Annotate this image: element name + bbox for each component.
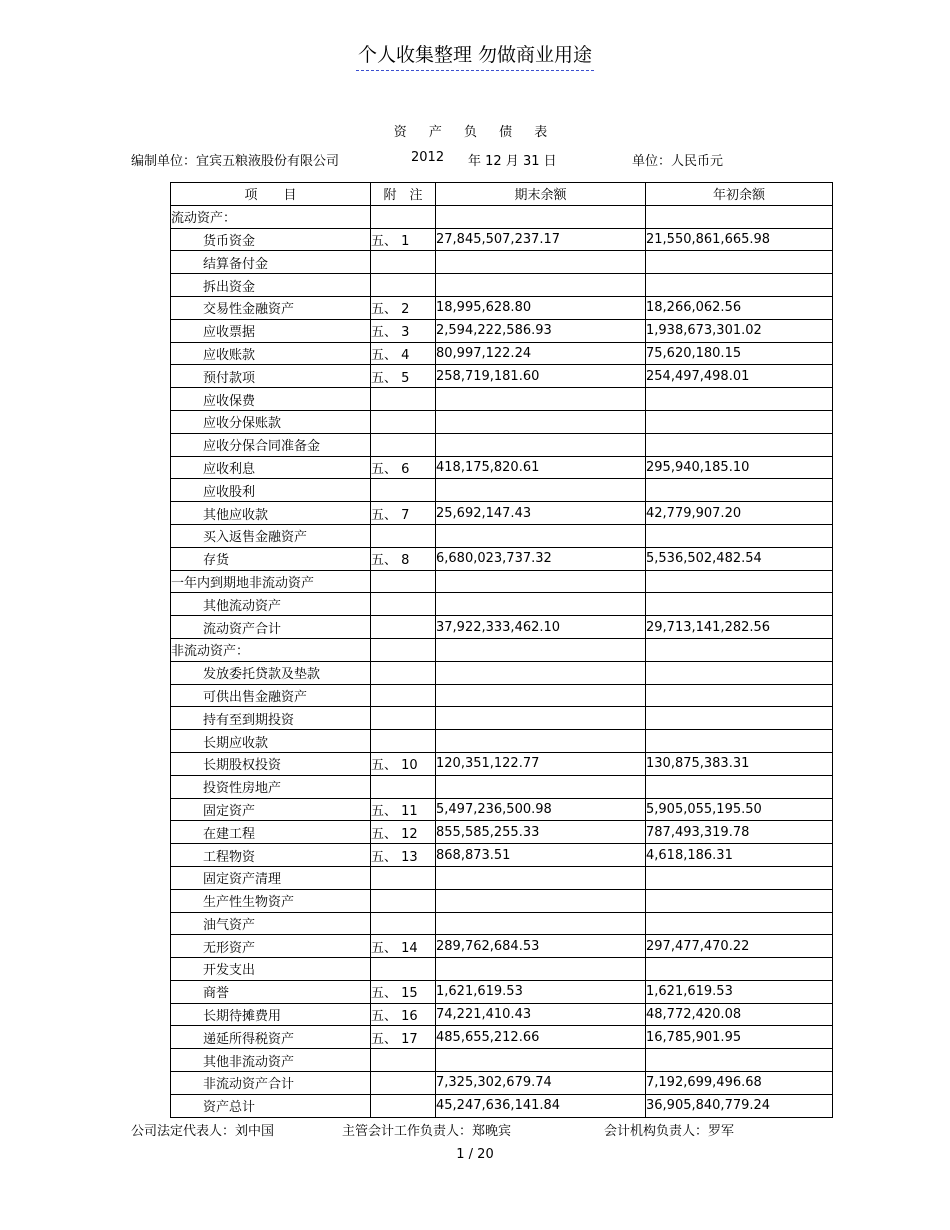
row-item-cell: 其他流动资产 [171, 593, 371, 616]
row-item-cell: 非流动资产合计 [171, 1072, 371, 1095]
row-item-cell: 存货 [171, 547, 371, 570]
row-year-begin-cell [646, 707, 833, 730]
row-note-cell [371, 775, 436, 798]
row-item-cell: 应收保费 [171, 388, 371, 411]
page-number: 1 / 20 [456, 1147, 494, 1162]
row-item-cell: 其他应收款 [171, 502, 371, 525]
row-period-end-cell: 80,997,122.24 [436, 342, 646, 365]
row-year-begin-cell [646, 570, 833, 593]
row-year-begin-cell [646, 251, 833, 274]
table-row [171, 775, 833, 798]
row-note-cell [371, 410, 436, 433]
table-row [171, 616, 833, 639]
row-year-begin-cell [646, 388, 833, 411]
table-row [171, 1026, 833, 1049]
row-period-end-cell: 120,351,122.77 [436, 752, 646, 775]
row-period-end-cell: 289,762,684.53 [436, 935, 646, 958]
row-note-cell: 五、 7 [371, 502, 436, 525]
table-row [171, 296, 833, 319]
row-note-cell: 五、 4 [371, 342, 436, 365]
row-year-begin-cell [646, 958, 833, 981]
row-period-end-cell [436, 707, 646, 730]
row-year-begin-cell [646, 684, 833, 707]
row-note-cell: 五、 14 [371, 935, 436, 958]
row-year-begin-cell: 297,477,470.22 [646, 935, 833, 958]
row-year-begin-cell [646, 866, 833, 889]
row-period-end-cell [436, 889, 646, 912]
row-note-cell [371, 433, 436, 456]
report-year: 2012 [411, 150, 445, 165]
row-year-begin-cell [646, 410, 833, 433]
table-row [171, 228, 833, 251]
row-year-begin-cell [646, 1049, 833, 1072]
row-period-end-cell [436, 730, 646, 753]
table-row [171, 844, 833, 867]
row-item-cell: 应收分保合同准备金 [171, 433, 371, 456]
row-note-cell [371, 205, 436, 228]
row-period-end-cell [436, 958, 646, 981]
row-note-cell [371, 524, 436, 547]
legal-representative: 公司法定代表人：刘中国 [131, 1124, 275, 1139]
table-row [171, 1003, 833, 1026]
row-year-begin-cell [646, 730, 833, 753]
row-note-cell [371, 1072, 436, 1095]
row-period-end-cell [436, 251, 646, 274]
row-year-begin-cell [646, 912, 833, 935]
row-item-cell: 应收股利 [171, 479, 371, 502]
row-period-end-cell: 74,221,410.43 [436, 1003, 646, 1026]
row-year-begin-cell: 5,536,502,482.54 [646, 547, 833, 570]
row-item-cell: 商誉 [171, 980, 371, 1003]
table-row [171, 935, 833, 958]
row-note-cell [371, 958, 436, 981]
watermark-text: 个人收集整理 勿做商业用途 [356, 40, 594, 71]
table-row [171, 593, 833, 616]
table-row [171, 524, 833, 547]
row-period-end-cell [436, 274, 646, 297]
table-row [171, 1049, 833, 1072]
row-item-cell: 流动资产合计 [171, 616, 371, 639]
row-period-end-cell: 258,719,181.60 [436, 365, 646, 388]
table-row [171, 502, 833, 525]
table-row [171, 798, 833, 821]
row-year-begin-cell: 130,875,383.31 [646, 752, 833, 775]
row-item-cell: 预付款项 [171, 365, 371, 388]
row-note-cell: 五、 10 [371, 752, 436, 775]
row-note-cell [371, 1094, 436, 1117]
row-item-cell: 长期股权投资 [171, 752, 371, 775]
row-period-end-cell: 6,680,023,737.32 [436, 547, 646, 570]
table-row [171, 889, 833, 912]
currency-unit: 单位：人民币元 [632, 154, 724, 169]
row-item-cell: 应收利息 [171, 456, 371, 479]
balance-sheet-table [170, 182, 833, 1118]
row-year-begin-cell: 29,713,141,282.56 [646, 616, 833, 639]
row-period-end-cell: 1,621,619.53 [436, 980, 646, 1003]
row-note-cell [371, 912, 436, 935]
row-year-begin-cell: 4,618,186.31 [646, 844, 833, 867]
row-item-cell: 油气资产 [171, 912, 371, 935]
row-period-end-cell: 25,692,147.43 [436, 502, 646, 525]
row-year-begin-cell: 21,550,861,665.98 [646, 228, 833, 251]
row-item-cell: 发放委托贷款及垫款 [171, 661, 371, 684]
row-item-cell: 拆出资金 [171, 274, 371, 297]
col-header-year-begin: 年初余额 [646, 183, 833, 206]
row-period-end-cell: 18,995,628.80 [436, 296, 646, 319]
row-period-end-cell [436, 433, 646, 456]
row-note-cell: 五、 16 [371, 1003, 436, 1026]
table-header-row [171, 183, 833, 206]
col-header-note: 附 注 [371, 183, 436, 206]
table-row [171, 1094, 833, 1117]
row-year-begin-cell: 36,905,840,779.24 [646, 1094, 833, 1117]
row-note-cell [371, 889, 436, 912]
row-year-begin-cell: 16,785,901.95 [646, 1026, 833, 1049]
accounting-head: 主管会计工作负责人：郑晚宾 [342, 1124, 512, 1139]
row-note-cell [371, 684, 436, 707]
row-year-begin-cell: 7,192,699,496.68 [646, 1072, 833, 1095]
row-period-end-cell [436, 479, 646, 502]
row-year-begin-cell [646, 775, 833, 798]
row-year-begin-cell: 42,779,907.20 [646, 502, 833, 525]
row-item-cell: 其他非流动资产 [171, 1049, 371, 1072]
table-row [171, 958, 833, 981]
table-row [171, 547, 833, 570]
row-year-begin-cell [646, 593, 833, 616]
row-note-cell [371, 570, 436, 593]
page-title: 资 产 负 债 表 [393, 125, 557, 140]
row-item-cell: 开发支出 [171, 958, 371, 981]
row-item-cell: 固定资产清理 [171, 866, 371, 889]
row-year-begin-cell: 787,493,319.78 [646, 821, 833, 844]
row-note-cell [371, 251, 436, 274]
row-item-cell: 结算备付金 [171, 251, 371, 274]
col-header-period-end: 期末余额 [436, 183, 646, 206]
row-note-cell [371, 616, 436, 639]
row-item-cell: 应收分保账款 [171, 410, 371, 433]
row-item-cell: 持有至到期投资 [171, 707, 371, 730]
table-row [171, 410, 833, 433]
row-item-cell: 投资性房地产 [171, 775, 371, 798]
table-row [171, 752, 833, 775]
table-row [171, 205, 833, 228]
row-period-end-cell [436, 866, 646, 889]
row-year-begin-cell: 48,772,420.08 [646, 1003, 833, 1026]
row-item-cell: 无形资产 [171, 935, 371, 958]
table-row [171, 365, 833, 388]
row-item-cell: 工程物资 [171, 844, 371, 867]
table-row [171, 456, 833, 479]
row-item-cell: 固定资产 [171, 798, 371, 821]
row-note-cell: 五、 3 [371, 319, 436, 342]
row-year-begin-cell: 1,621,619.53 [646, 980, 833, 1003]
watermark [0, 40, 950, 71]
col-header-item: 项 目 [171, 183, 371, 206]
row-note-cell: 五、 17 [371, 1026, 436, 1049]
table-row [171, 661, 833, 684]
row-period-end-cell [436, 388, 646, 411]
row-year-begin-cell [646, 433, 833, 456]
row-note-cell: 五、 8 [371, 547, 436, 570]
row-item-cell: 递延所得税资产 [171, 1026, 371, 1049]
table-row [171, 912, 833, 935]
table-row [171, 274, 833, 297]
row-item-cell: 一年内到期地非流动资产 [171, 570, 371, 593]
row-item-cell: 非流动资产： [171, 638, 371, 661]
table-row [171, 342, 833, 365]
row-item-cell: 生产性生物资产 [171, 889, 371, 912]
row-item-cell: 买入返售金融资产 [171, 524, 371, 547]
report-date: 年 12 月 31 日 [468, 154, 557, 169]
company-label: 编制单位：宜宾五粮液股份有限公司 [131, 154, 340, 169]
row-period-end-cell [436, 410, 646, 433]
row-item-cell: 资产总计 [171, 1094, 371, 1117]
row-period-end-cell [436, 593, 646, 616]
row-period-end-cell [436, 684, 646, 707]
table-row [171, 479, 833, 502]
row-year-begin-cell [646, 479, 833, 502]
row-period-end-cell [436, 1049, 646, 1072]
row-note-cell: 五、 15 [371, 980, 436, 1003]
row-year-begin-cell [646, 638, 833, 661]
row-note-cell: 五、 12 [371, 821, 436, 844]
row-period-end-cell: 2,594,222,586.93 [436, 319, 646, 342]
row-year-begin-cell [646, 205, 833, 228]
row-item-cell: 长期应收款 [171, 730, 371, 753]
row-year-begin-cell [646, 661, 833, 684]
row-period-end-cell: 485,655,212.66 [436, 1026, 646, 1049]
row-period-end-cell: 45,247,636,141.84 [436, 1094, 646, 1117]
row-period-end-cell [436, 524, 646, 547]
row-period-end-cell: 37,922,333,462.10 [436, 616, 646, 639]
table-row [171, 866, 833, 889]
row-note-cell [371, 593, 436, 616]
table-row [171, 433, 833, 456]
row-period-end-cell [436, 570, 646, 593]
row-note-cell [371, 730, 436, 753]
row-year-begin-cell [646, 274, 833, 297]
row-period-end-cell: 27,845,507,237.17 [436, 228, 646, 251]
row-item-cell: 可供出售金融资产 [171, 684, 371, 707]
table-row [171, 730, 833, 753]
accounting-dept-head: 会计机构负责人：罗军 [604, 1124, 735, 1139]
row-note-cell [371, 274, 436, 297]
row-note-cell: 五、 1 [371, 228, 436, 251]
row-year-begin-cell: 75,620,180.15 [646, 342, 833, 365]
table-row [171, 707, 833, 730]
table-row [171, 570, 833, 593]
row-note-cell: 五、 13 [371, 844, 436, 867]
row-note-cell [371, 388, 436, 411]
row-period-end-cell: 868,873.51 [436, 844, 646, 867]
row-year-begin-cell: 1,938,673,301.02 [646, 319, 833, 342]
row-period-end-cell: 5,497,236,500.98 [436, 798, 646, 821]
table-row [171, 251, 833, 274]
table-row [171, 1072, 833, 1095]
row-period-end-cell [436, 661, 646, 684]
row-period-end-cell: 418,175,820.61 [436, 456, 646, 479]
table-row [171, 638, 833, 661]
table-row [171, 388, 833, 411]
row-note-cell [371, 638, 436, 661]
row-year-begin-cell: 5,905,055,195.50 [646, 798, 833, 821]
row-note-cell: 五、 5 [371, 365, 436, 388]
row-year-begin-cell: 18,266,062.56 [646, 296, 833, 319]
row-period-end-cell [436, 775, 646, 798]
row-item-cell: 流动资产： [171, 205, 371, 228]
row-note-cell [371, 707, 436, 730]
row-period-end-cell: 7,325,302,679.74 [436, 1072, 646, 1095]
table-row [171, 821, 833, 844]
row-item-cell: 交易性金融资产 [171, 296, 371, 319]
row-period-end-cell [436, 638, 646, 661]
row-period-end-cell [436, 205, 646, 228]
row-note-cell: 五、 6 [371, 456, 436, 479]
row-item-cell: 应收账款 [171, 342, 371, 365]
table-row [171, 319, 833, 342]
row-item-cell: 在建工程 [171, 821, 371, 844]
row-item-cell: 长期待摊费用 [171, 1003, 371, 1026]
table-row [171, 980, 833, 1003]
row-note-cell: 五、 2 [371, 296, 436, 319]
row-note-cell [371, 866, 436, 889]
row-note-cell: 五、 11 [371, 798, 436, 821]
row-note-cell [371, 1049, 436, 1072]
row-item-cell: 货币资金 [171, 228, 371, 251]
row-year-begin-cell [646, 524, 833, 547]
row-note-cell [371, 661, 436, 684]
row-year-begin-cell [646, 889, 833, 912]
row-note-cell [371, 479, 436, 502]
table-row [171, 684, 833, 707]
row-period-end-cell: 855,585,255.33 [436, 821, 646, 844]
row-item-cell: 应收票据 [171, 319, 371, 342]
row-year-begin-cell: 295,940,185.10 [646, 456, 833, 479]
row-period-end-cell [436, 912, 646, 935]
row-year-begin-cell: 254,497,498.01 [646, 365, 833, 388]
